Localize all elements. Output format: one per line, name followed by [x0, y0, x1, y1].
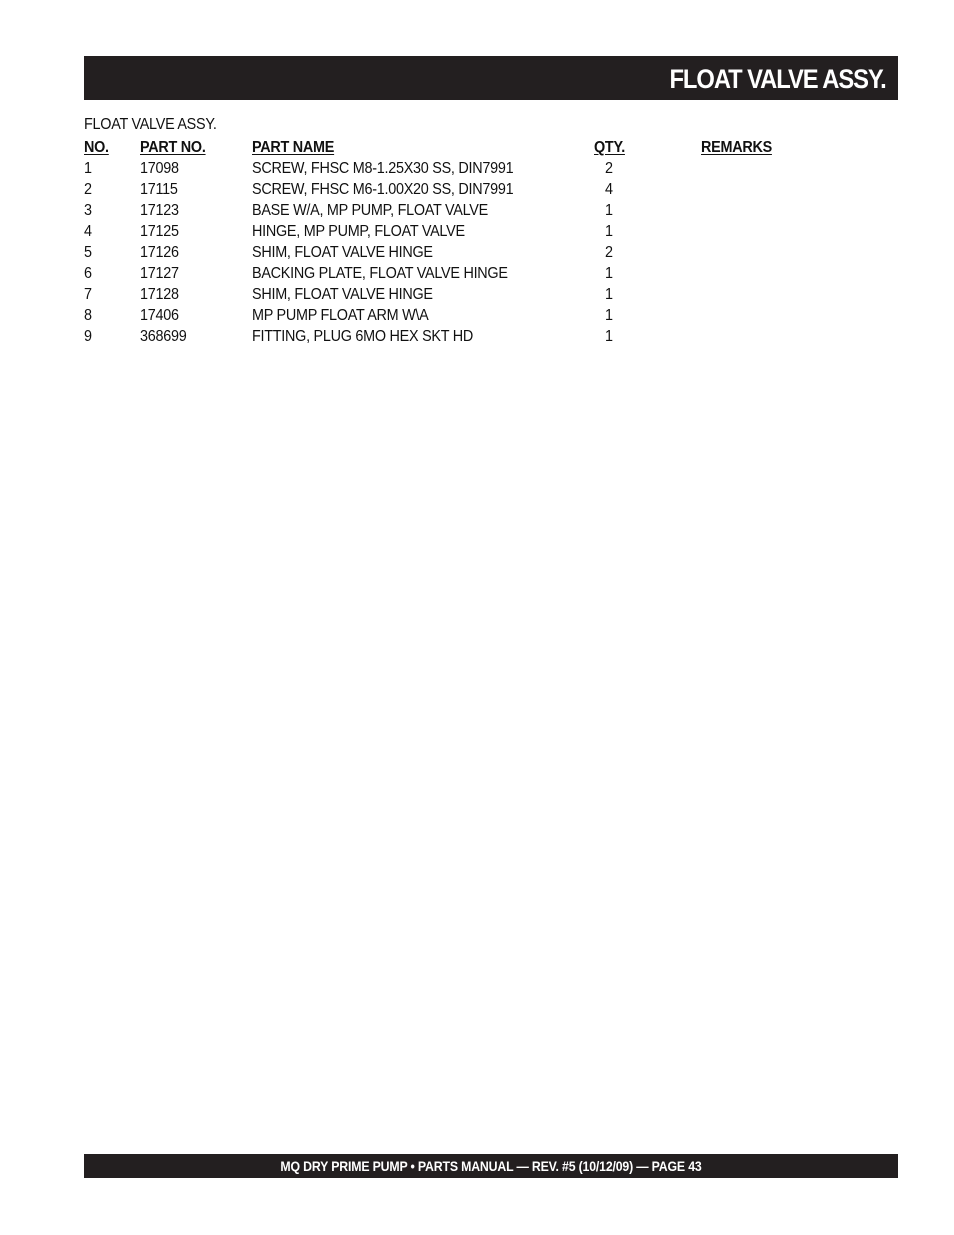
table-header-row	[84, 137, 898, 158]
row-part-name: SCREW, FHSC M8-1.25X30 SS, DIN7991	[252, 160, 514, 177]
row-qty: 1	[605, 307, 613, 324]
page-title: FLOAT VALVE ASSY.	[669, 64, 886, 94]
row-part-no: 17128	[140, 286, 179, 303]
row-no: 1	[84, 160, 92, 177]
row-no: 3	[84, 202, 92, 219]
row-qty: 2	[605, 244, 613, 261]
row-part-name: HINGE, MP PUMP, FLOAT VALVE	[252, 223, 465, 240]
table-row	[84, 263, 898, 284]
row-part-no: 17123	[140, 202, 179, 219]
row-part-name: SHIM, FLOAT VALVE HINGE	[252, 286, 433, 303]
page-header-bar	[84, 56, 898, 100]
row-part-name: BASE W/A, MP PUMP, FLOAT VALVE	[252, 202, 488, 219]
column-header-no: NO.	[84, 139, 109, 156]
row-part-no: 17127	[140, 265, 179, 282]
row-part-no: 17125	[140, 223, 179, 240]
row-part-name: MP PUMP FLOAT ARM W\A	[252, 307, 429, 324]
row-qty: 4	[605, 181, 613, 198]
row-no: 5	[84, 244, 92, 261]
table-row	[84, 242, 898, 263]
row-no: 6	[84, 265, 92, 282]
table-row	[84, 305, 898, 326]
parts-table	[84, 137, 898, 347]
row-part-name: SHIM, FLOAT VALVE HINGE	[252, 244, 433, 261]
row-part-no: 17406	[140, 307, 179, 324]
footer-text: MQ DRY PRIME PUMP • PARTS MANUAL — REV. #5 (10/12/09) — PAGE 43	[280, 1158, 702, 1174]
row-qty: 1	[605, 286, 613, 303]
column-header-part-name: PART NAME	[252, 139, 335, 156]
row-qty: 1	[605, 328, 613, 345]
row-part-name: SCREW, FHSC M6-1.00X20 SS, DIN7991	[252, 181, 514, 198]
row-qty: 2	[605, 160, 613, 177]
row-part-no: 17126	[140, 244, 179, 261]
column-header-remarks: REMARKS	[701, 139, 772, 156]
column-header-qty: QTY.	[594, 139, 625, 156]
section-title: FLOAT VALVE ASSY.	[84, 116, 217, 133]
row-no: 2	[84, 181, 92, 198]
row-qty: 1	[605, 223, 613, 240]
row-no: 4	[84, 223, 92, 240]
row-qty: 1	[605, 202, 613, 219]
page-footer-bar	[84, 1154, 898, 1178]
column-header-part-no: PART NO.	[140, 139, 206, 156]
row-part-no: 17115	[140, 181, 178, 198]
table-row	[84, 284, 898, 305]
row-part-no: 368699	[140, 328, 187, 345]
row-no: 8	[84, 307, 92, 324]
table-row	[84, 179, 898, 200]
table-row	[84, 200, 898, 221]
row-part-no: 17098	[140, 160, 179, 177]
row-part-name: BACKING PLATE, FLOAT VALVE HINGE	[252, 265, 508, 282]
table-row	[84, 326, 898, 347]
row-no: 9	[84, 328, 92, 345]
row-no: 7	[84, 286, 92, 303]
table-row	[84, 221, 898, 242]
row-part-name: FITTING, PLUG 6MO HEX SKT HD	[252, 328, 474, 345]
row-qty: 1	[605, 265, 613, 282]
table-row	[84, 158, 898, 179]
